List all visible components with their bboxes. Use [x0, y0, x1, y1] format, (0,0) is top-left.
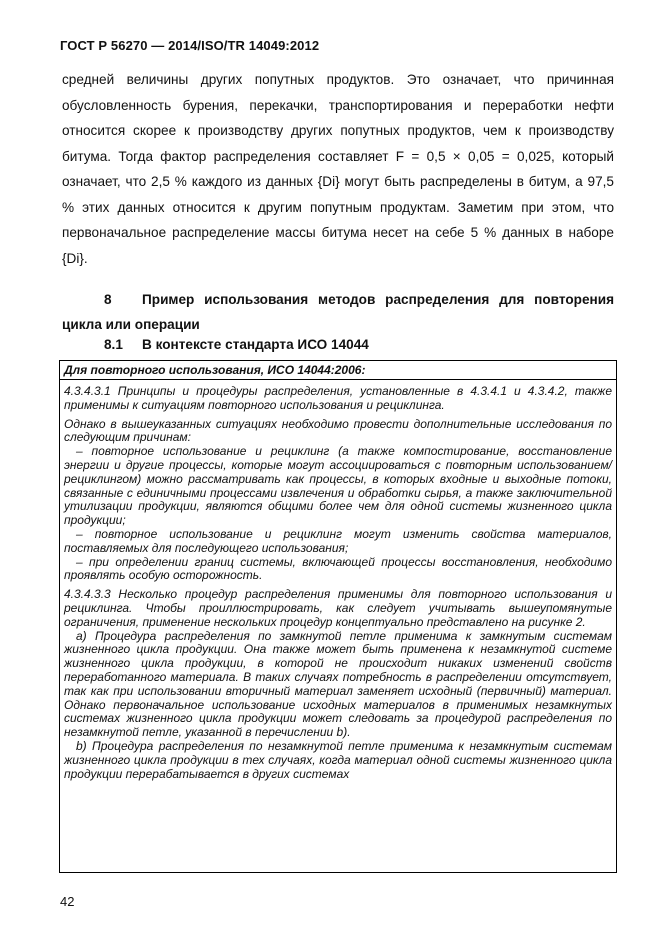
- additional-study-intro: Однако в вышеуказанных ситуациях необходимо провести дополнительные исследования по следующим причинам:: [64, 416, 612, 445]
- section-8-heading: [62, 287, 614, 337]
- clause-4-3-4-3-3: 4.3.4.3.3 Несколько процедур распределения применимы для повторного использования и рециклинга. Чтобы проиллюстрировать, как следует учитывать вышеупомянутые ограничения, применение нескольких процедур концептуально представлено на рисунке 2.: [64, 587, 612, 629]
- quote-box-title: Для повторного использования, ИСО 14044:2006:: [60, 361, 616, 380]
- quote-box-content: [60, 380, 616, 781]
- quote-box: [59, 360, 617, 873]
- section-8-1-number: 8.1: [104, 337, 123, 352]
- section-8-1-title: В контексте стандарта ИСО 14044: [142, 337, 369, 352]
- reason-item-2: – повторное использование и рециклинг могут изменить свойства материалов, поставляемых для последующего использования;: [64, 526, 612, 555]
- open-loop-procedure: b) Процедура распределения по незамкнутой петле применима к незамкнутым системам жизненного цикла продукции в тех случаях, когда материал одной системы жизненного цикла продукции перерабатывается в других системах: [64, 738, 612, 781]
- reason-item-3: – при определении границ системы, включающей процессы восстановления, необходимо проявлять особую осторожность.: [64, 554, 612, 583]
- body-paragraph: [62, 67, 614, 271]
- clause-4-3-4-3-1: 4.3.4.3.1 Принципы и процедуры распределения, установленные в 4.3.4.1 и 4.3.4.2, также применимы к ситуациям повторного использования и рециклинга.: [64, 384, 612, 412]
- section-8-1-heading: [104, 337, 369, 352]
- page-header: ГОСТ Р 56270 — 2014/ISO/TR 14049:2012: [60, 38, 320, 53]
- paragraph-text: средней величины других попутных продуктов. Это означает, что причинная обусловленность бурения, перекачки, транспортирования и переработки нефти относится скорее к производству других попутных продуктов, чем к производству битума. Тогда фактор распределения составляет F = 0,5 × 0,05 = 0,025, который означает, что 2,5 % каждого из данных {Di} могут быть распределены в битум, а 97,5 % этих данных относится к другим попутным продуктам. Заметим при этом, что первоначальное распределение массы битума несет на себе 5 % данных в наборе {Di}.: [62, 72, 614, 266]
- section-8-number: 8: [104, 292, 112, 307]
- reason-item-1: – повторное использование и рециклинг (а также компостирование, восстановление энергии и другие процессы, которые могут ассоциироваться с повторным использованием/рециклингом) можно рассматривать как процессы, в которых входные и выходные потоки, связанные с единичными процессами извлечения и обработки сырья, а также заключительной утилизации продукции, являются общими более чем для одной системы жизненного цикла продукции;: [64, 444, 612, 528]
- page-number: 42: [60, 894, 75, 909]
- closed-loop-procedure: а) Процедура распределения по замкнутой петле применима к замкнутым системам жизненного цикла продукции. Она также может быть применена к незамкнутой системе жизненного цикла продукции, в которой не происходит никаких изменений свойств переработанного материала. В таких случаях потребность в распределении отсутствует, так как при использовании вторичный материал заменяет исходный (первичный) материал. Однако первоначальное использование исходных материалов в применимых незамкнутых системах жизненного цикла продукции может следовать за процедурой распределения по незамкнутой петле, указанной в перечислении b).: [64, 628, 612, 740]
- section-8-title: Пример использования методов распределения для повторения цикла или операции: [62, 292, 614, 332]
